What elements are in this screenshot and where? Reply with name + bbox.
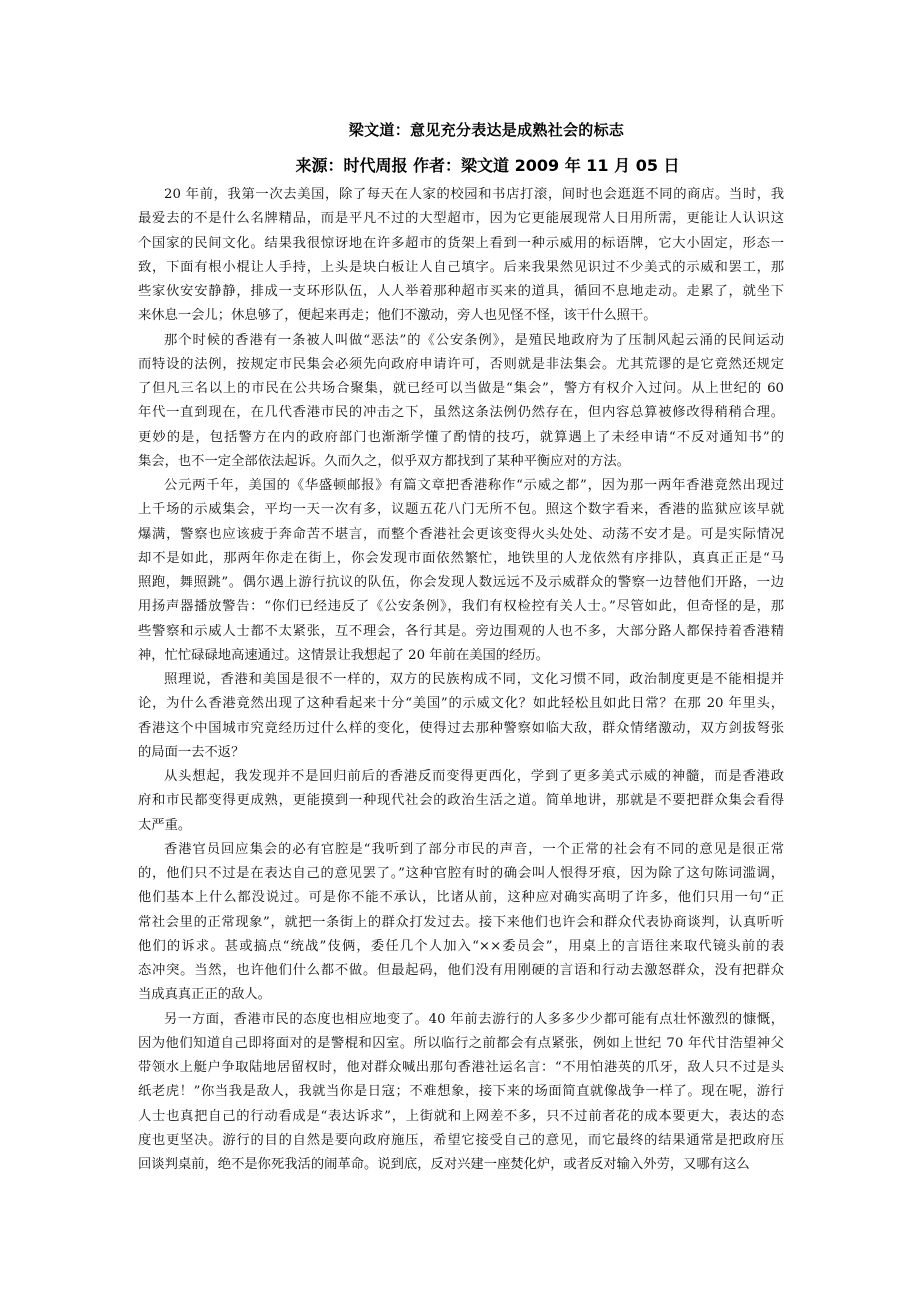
text-line: 那个时候的香港有一条被人叫做“恶法”的《公安条例》，是殖民地政府为了压制风起云涌的民间运动 (164, 332, 784, 348)
paragraph (138, 765, 784, 838)
paragraph (138, 838, 784, 1008)
paragraph (138, 1008, 784, 1178)
text-line: 他们基本上什么都没说过。可是你不能不承认，比诸从前，这种应对确实高明了许多，他们只用一句“正 (138, 890, 784, 906)
text-line: 当成真真正正的敌人。 (138, 987, 271, 1003)
text-line: 上千场的示威集会，平均一天一次有多，议题五花八门无所不包。照这个数字看来，香港的监狱应该早就 (138, 502, 784, 518)
text-line: 论，为什么香港竟然出现了这种看起来十分“美国”的示威文化？如此轻松且如此日常？在那 20 年里头， (138, 696, 784, 712)
paragraph (138, 668, 784, 765)
text-line: 年代一直到现在，在几代香港市民的冲击之下，虽然这条法例仍然存在，但内容总算被修改得稍稍合理。 (138, 405, 784, 421)
text-line: 更妙的是，包括警方在内的政府部门也渐渐学懂了酌情的技巧，就算遇上了未经申请“不反对通知书”的 (138, 429, 784, 445)
article-title: 梁文道：意见充分表达是成熟社会的标志 (348, 121, 625, 139)
text-line: 度也更坚决。游行的目的自然是要向政府施压，希望它接受自己的意见，而它最终的结果通常是把政府压 (138, 1132, 784, 1148)
paragraph (138, 329, 784, 475)
text-line: 照理说，香港和美国是很不一样的，双方的民族构成不同，文化习惯不同，政治制度更是不能相提并 (164, 672, 784, 687)
text-line: 另一方面，香港市民的态度也相应地变了。40 年前去游行的人多多少少都可能有点壮怀激烈的慷慨， (164, 1011, 784, 1027)
text-line: 爆满，警察也应该疲于奔命苦不堪言，而整个香港社会更该变得火头处处、动荡不安才是。可是实际情况 (138, 526, 784, 542)
text-line: 的局面一去不返？ (138, 744, 245, 760)
text-line: 20 年前，我第一次去美国，除了每天在人家的校园和书店打滚，间时也会逛逛不同的商店。当时，我 (164, 187, 784, 202)
text-line: 却不是如此，那两年你走在街上，你会发现市面依然繁忙，地铁里的人龙依然有序排队，真真正正是“马 (138, 550, 784, 566)
text-line: 来休息一会儿；休息够了，便起来再走；他们不激动，旁人也见怪不怪，该干什么照干。 (138, 308, 657, 324)
text-line: 的，他们只不过是在表达自己的意见罢了。”这种官腔有时的确会叫人恨得牙痕，因为除了这句陈词滥调， (138, 866, 784, 881)
paragraph (138, 474, 784, 668)
text-line: 而特设的法例，按规定市民集会必须先向政府申请许可，否则就是非法集会。尤其荒谬的是它竟然还规定 (138, 356, 784, 372)
text-line: 因为他们知道自己即将面对的是警棍和囚室。所以临行之前都会有点紧张，例如上世纪 70 年代甘浩望神父 (138, 1035, 784, 1051)
text-line: 了但凡三名以上的市民在公共场合聚集，就已经可以当做是“集会”，警方有权介入过问。从上世纪的 60 (138, 381, 784, 396)
text-line: 带领水上艇户争取陆地居留权时，他对群众喊出那句香港社运名言：“不用怕港英的爪牙，敌人只不过是头 (138, 1060, 784, 1075)
text-line: 神，忙忙碌碌地高速通过。这情景让我想起了 20 年前在美国的经历。 (138, 647, 549, 663)
text-line: 常社会里的正常现象”，就把一条街上的群众打发过去。接下来他们也许会和群众代表协商谈判，认真听听 (138, 914, 784, 930)
article-byline: 来源：时代周报 作者：梁文道 2009 年 11 月 05 日 (295, 156, 680, 175)
text-line: 从头想起，我发现并不是回归前后的香港反而变得更西化，学到了更多美式示威的神髓，而是香港政 (164, 769, 784, 784)
text-line: 太严重。 (138, 817, 192, 833)
text-line: 香港官员回应集会的必有官腔是“我听到了部分市民的声音，一个正常的社会有不同的意见是很正常 (164, 841, 784, 857)
text-line: 香港这个中国城市究竟经历过什么样的变化，使得过去那种警察如临大敌，群众情绪激动，双方剑拔弩张 (138, 720, 784, 736)
text-line: 致，下面有根小棍让人手持，上头是块白板让人自己填字。后来我果然见识过不少美式的示威和罢工，那 (138, 259, 784, 275)
text-line: 人士也真把自己的行动看成是“表达诉求”，上街就和上网差不多，只不过前者花的成本要更大，表达的态 (138, 1108, 784, 1124)
article-body (138, 183, 784, 1177)
text-line: 态冲突。当然，也许他们什么都不做。但最起码，他们没有用刚硬的言语和行动去激怒群众，没有把群众 (138, 963, 784, 978)
paragraph (138, 183, 784, 329)
text-line: 公元两千年，美国的《华盛顿邮报》有篇文章把香港称作“示威之都”，因为那一两年香港竟然出现过 (164, 478, 784, 493)
text-line: 集会，也不一定全部依法起诉。久而久之，似乎双方都找到了某种平衡应对的方法。 (138, 453, 630, 469)
text-line: 回谈判桌前，绝不是你死我活的闹革命。说到底，反对兴建一座焚化炉，或者反对输入外劳，又哪有这么 (138, 1157, 750, 1172)
text-line: 他们的诉求。甚或搞点“统战”伎俩，委任几个人加入“××委员会”，用桌上的言语往来取代镜头前的表 (138, 938, 784, 954)
text-line: 个国家的民间文化。结果我很惊讶地在许多超市的货架上看到一种示威用的标语牌，它大小固定，形态一 (138, 235, 784, 251)
text-line: 照跑，舞照跳”。偶尔遇上游行抗议的队伍，你会发现人数远远不及示威群众的警察一边替他们开路，一边 (138, 575, 784, 590)
text-line: 最爱去的不是什么名牌精品，而是平凡不过的大型超市，因为它更能展现常人日用所需，更能让人认识这 (138, 211, 784, 227)
text-line: 府和市民都变得更成熟，更能摸到一种现代社会的政治生活之道。简单地讲，那就是不要把群众集会看得 (138, 793, 784, 809)
text-line: 纸老虎！”你当我是敌人，我就当你是日寇；不难想象，接下来的场面简直就像战争一样了。现在呢，游行 (138, 1084, 784, 1100)
text-line: 些家伙安安静静，排成一支环形队伍，人人举着那种超市买来的道具，循回不息地走动。走累了，就坐下 (138, 284, 784, 299)
text-line: 些警察和示威人士都不太紧张，互不理会，各行其是。旁边围观的人也不多，大部分路人都保持着香港精 (138, 623, 784, 639)
text-line: 用扬声器播放警告：“你们已经违反了《公安条例》，我们有权检控有关人士。”尽管如此，但奇怪的是，那 (138, 599, 784, 615)
